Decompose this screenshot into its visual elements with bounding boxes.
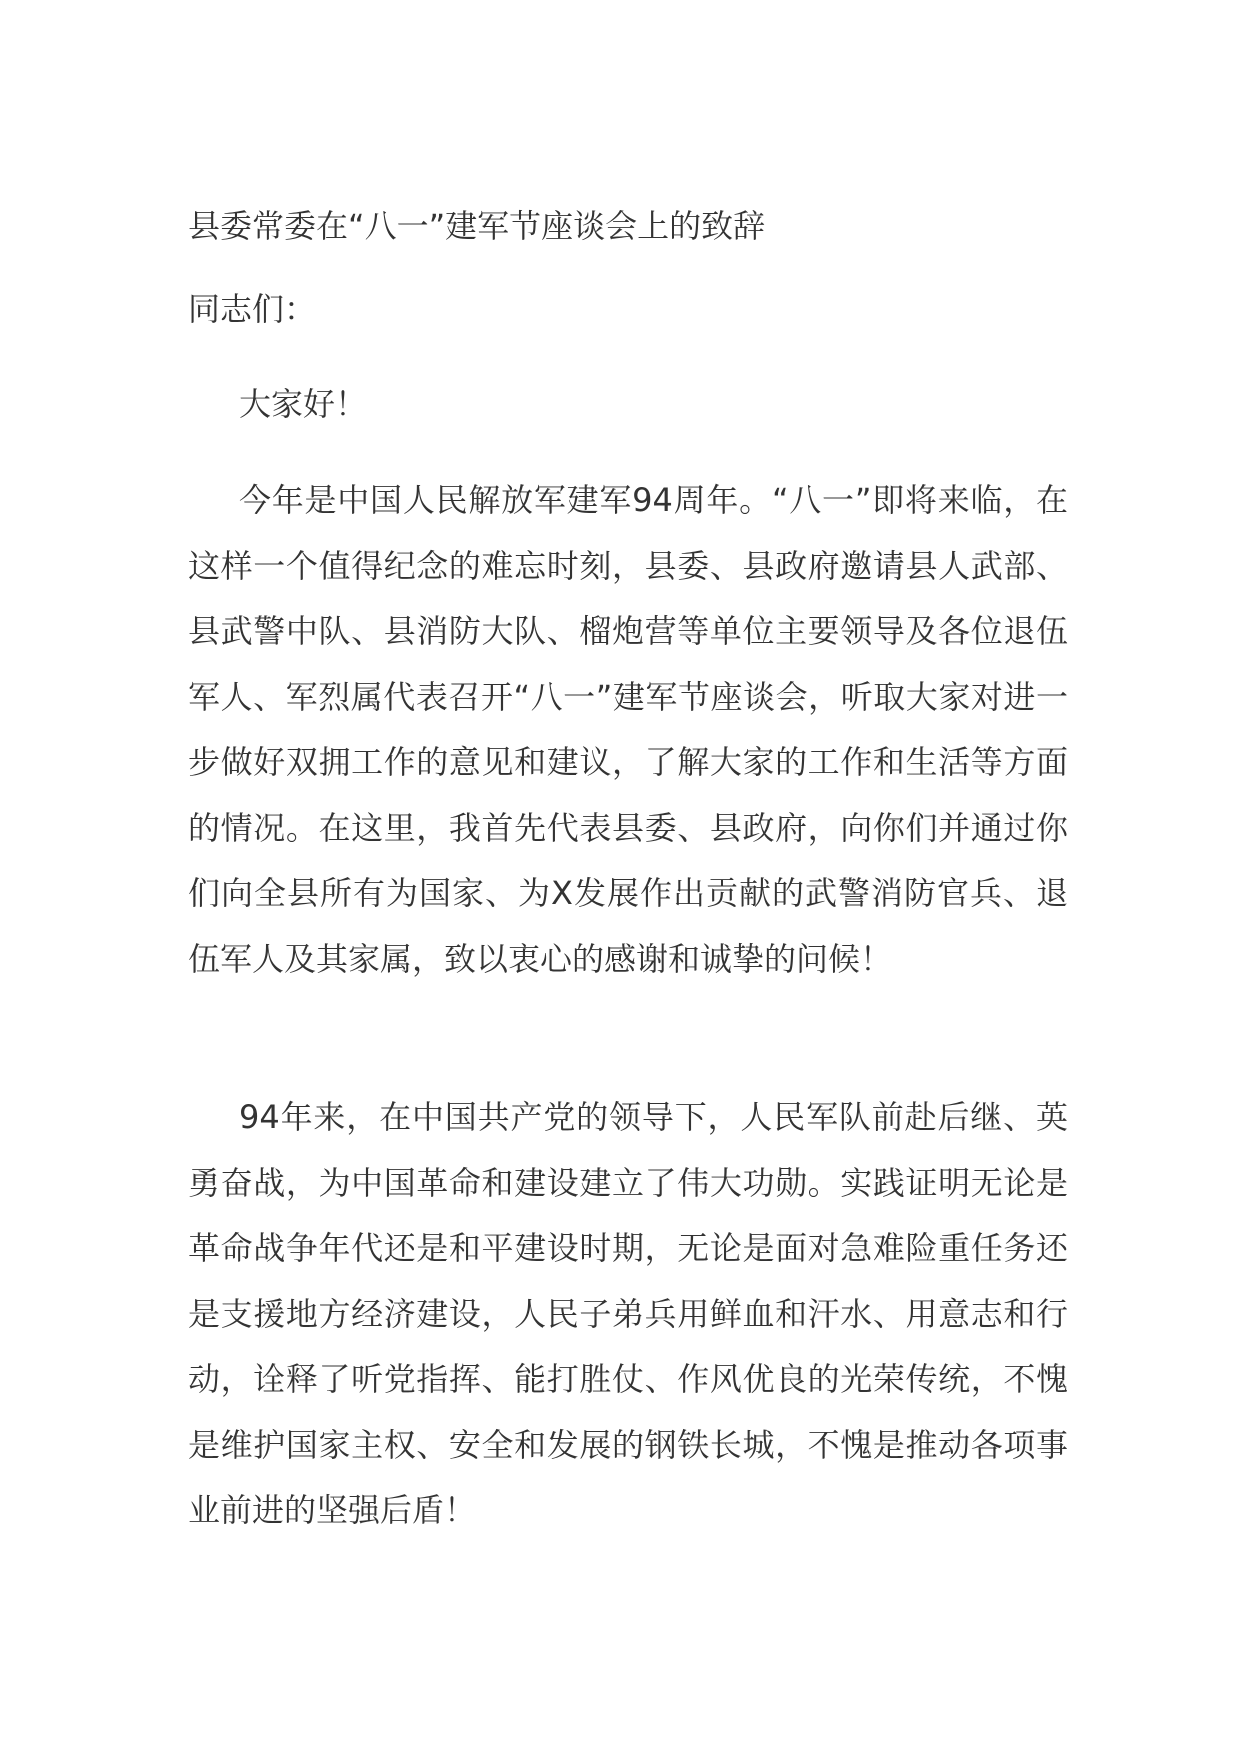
salutation: 同志们： (188, 290, 317, 328)
paragraph-anniversary: 今年是中国人民解放军建军94周年。“八一”即将来临，在这样一个值得纪念的难忘时刻，县委、县政府邀请县人武部、县武警中队、县消防大队、榴炮营等单位主要领导及各位退伍军人、军烈属代表召开“八一”建军节座谈会，听取大家对进一步做好双拥工作的意见和建议，了解大家的工作和生活等方面的情况。在这里，我首先代表县委、县政府，向你们并通过你们向全县所有为国家、为X发展作出贡献的武警消防官兵、退伍军人及其家属，致以衷心的感谢和诚挚的问候！ (188, 481, 1068, 978)
paragraph-greeting: 大家好！ (239, 385, 368, 423)
paragraph-achievements: 94年来，在中国共产党的领导下，人民军队前赴后继、英勇奋战，为中国革命和建设建立了伟大功勋。实践证明无论是革命战争年代还是和平建设时期，无论是面对急难险重任务还是支援地方经济建设，人民子弟兵用鲜血和汗水、用意志和行动，诠释了听党指挥、能打胜仗、作风优良的光荣传统，不愧是维护国家主权、安全和发展的钢铁长城，不愧是推动各项事业前进的坚强后盾！ (188, 1098, 1068, 1529)
document-title: 县委常委在“八一”建军节座谈会上的致辞 (188, 207, 766, 245)
